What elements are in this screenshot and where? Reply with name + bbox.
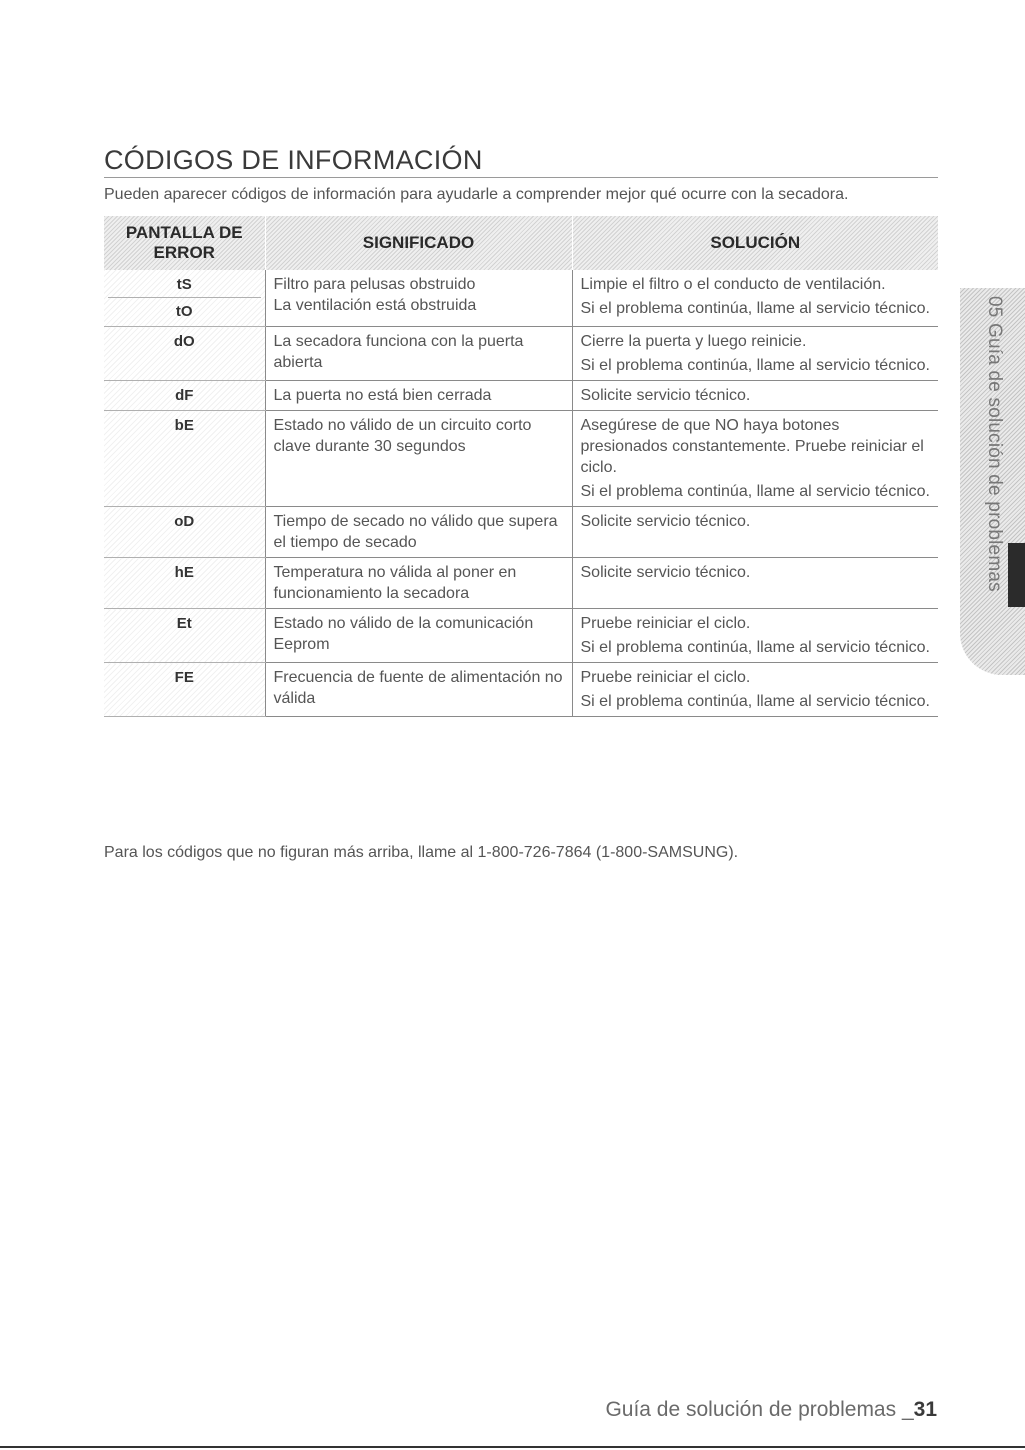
error-code-cell (104, 327, 265, 381)
meaning-text: La ventilación está obstruida (273, 297, 477, 314)
solution-cell (572, 381, 938, 411)
solution-text: Solicite servicio técnico. (580, 513, 751, 530)
solution-cell (572, 558, 938, 609)
error-code-cell (104, 609, 265, 663)
meaning-text: Filtro para pelusas obstruido (273, 276, 476, 293)
meaning-text: Frecuencia de fuente de alimentación no válida (273, 669, 563, 707)
solution-cell (572, 507, 938, 558)
bottom-rule (0, 1446, 1025, 1448)
page-title: CÓDIGOS DE INFORMACIÓN (104, 145, 938, 178)
table-header-row (104, 216, 938, 270)
error-code: dF (175, 387, 194, 404)
header-display-line1: PANTALLA DE (125, 223, 243, 242)
solution-cell (572, 411, 938, 507)
error-code: hE (174, 564, 194, 581)
meaning-text: La puerta no está bien cerrada (273, 387, 492, 404)
error-code: Et (176, 615, 192, 632)
meaning-text: Estado no válido de un circuito corto clave durante 30 segundos (273, 417, 532, 455)
meaning-text: La secadora funciona con la puerta abierta (273, 333, 524, 371)
info-codes-table (104, 216, 938, 717)
solution-cell (572, 270, 938, 327)
meaning-cell (265, 507, 572, 558)
meaning-text: Estado no válido de la comunicación Eeprom (273, 615, 534, 653)
solution-text: Solicite servicio técnico. (580, 564, 751, 581)
table-row (104, 411, 938, 507)
solution-cell (572, 327, 938, 381)
solution-text: Si el problema continúa, llame al servicio técnico. (580, 483, 930, 500)
solution-text: Asegúrese de que NO haya botones presionados constantemente. Pruebe reiniciar el ciclo. (580, 417, 924, 476)
solution-cell (572, 663, 938, 717)
error-code-cell (104, 270, 265, 327)
meaning-cell (265, 663, 572, 717)
meaning-cell (265, 270, 572, 327)
solution-text: Si el problema continúa, llame al servicio técnico. (580, 693, 930, 710)
error-code-cell (104, 663, 265, 717)
error-code-cell (104, 558, 265, 609)
header-display-line2: ERROR (153, 243, 215, 262)
table-row (104, 663, 938, 717)
error-code: oD (174, 513, 195, 530)
section-tab-label: 05 Guía de solución de problemas (984, 296, 1005, 592)
page-number: 31 (913, 1398, 937, 1421)
header-display (104, 216, 265, 270)
error-code-cell (104, 381, 265, 411)
meaning-cell (265, 411, 572, 507)
error-code: tS (176, 276, 192, 293)
meaning-cell (265, 381, 572, 411)
table-row (104, 381, 938, 411)
table-row (104, 327, 938, 381)
error-code-cell (104, 411, 265, 507)
meaning-cell (265, 609, 572, 663)
table-row (104, 507, 938, 558)
solution-text: Pruebe reiniciar el ciclo. (580, 615, 751, 632)
header-solution: SOLUCIÓN (572, 216, 938, 270)
meaning-cell (265, 327, 572, 381)
solution-text: Limpie el filtro o el conducto de ventilación. (580, 276, 886, 293)
solution-text: Solicite servicio técnico. (580, 387, 751, 404)
solution-text: Si el problema continúa, llame al servicio técnico. (580, 639, 930, 656)
error-code: FE (174, 669, 194, 686)
solution-text: Pruebe reiniciar el ciclo. (580, 669, 751, 686)
footer-section-name: Guía de solución de problemas _ (605, 1398, 914, 1421)
solution-text: Si el problema continúa, llame al servicio técnico. (580, 357, 930, 374)
page-footer (605, 1398, 937, 1422)
header-meaning: SIGNIFICADO (265, 216, 572, 270)
solution-text: Si el problema continúa, llame al servicio técnico. (580, 300, 930, 317)
meaning-text: Temperatura no válida al poner en funcionamiento la secadora (273, 564, 517, 602)
error-code: dO (173, 333, 195, 350)
intro-text: Pueden aparecer códigos de información para ayudarle a comprender mejor qué ocurre con la secadora. (104, 186, 849, 203)
table-row (104, 558, 938, 609)
solution-text: Cierre la puerta y luego reinicie. (580, 333, 807, 350)
footer-note: Para los códigos que no figuran más arriba, llame al 1-800-726-7864 (1-800-SAMSUNG). (104, 844, 739, 861)
section-tab-marker (1008, 543, 1025, 607)
meaning-text: Tiempo de secado no válido que supera el tiempo de secado (273, 513, 558, 551)
error-code: bE (174, 417, 194, 434)
table-row (104, 609, 938, 663)
error-code-cell (104, 507, 265, 558)
meaning-cell (265, 558, 572, 609)
table-row (104, 270, 938, 327)
error-code: tO (108, 297, 261, 322)
solution-cell (572, 609, 938, 663)
